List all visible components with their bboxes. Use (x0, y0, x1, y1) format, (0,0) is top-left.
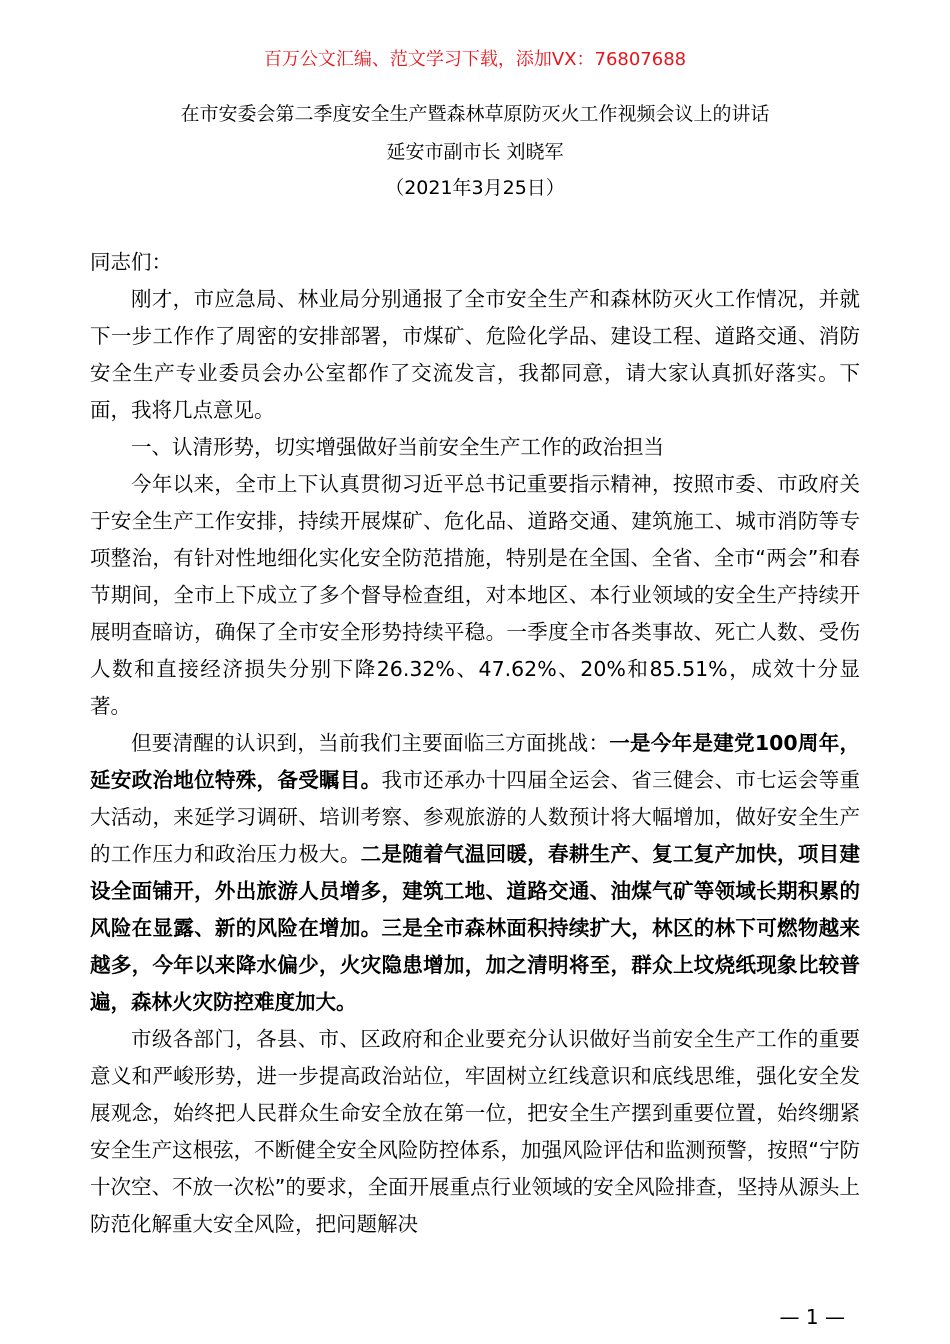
paragraph-2: 今年以来，全市上下认真贯彻习近平总书记重要指示精神，按照市委、市政府关于安全生产工作安排，持续开展煤矿、危化品、道路交通、建筑施工、城市消防等专项整治，有针对性地细化实化安全防范措施，特别是在全国、全省、全市“两会”和春节期间，全市上下成立了多个督导检查组，对本地区、本行业领域的安全生产持续开展明查暗访，确保了全市安全形势持续平稳。一季度全市各类事故、死亡人数、受伤人数和直接经济损失分别下降26.32%、47.62%、20%和85.51%，成效十分显著。 (90, 472, 860, 718)
paragraph-3-middle: 我市还承办十四届全运会、省三健会、市七运会等重大活动，来延学习调研、培训考察、参观旅游的人数预计将大幅增加，做好安全生产的工作压力和政治压力极大。 (90, 768, 861, 866)
page-number: — 1 — (779, 1305, 845, 1329)
speech-title: 在市安委会第二季度安全生产暨森林草原防灭火工作视频会议上的讲话 (180, 103, 770, 125)
paragraph-3-intro: 但要清醒的认识到，当前我们主要面临三方面挑战： (131, 731, 610, 755)
paragraph-4: 市级各部门，各县、市、区政府和企业要充分认识做好当前安全生产工作的重要意义和严峻形势，进一步提高政治站位，牢固树立红线意识和底线思维，强化安全发展观念，始终把人民群众生命安全放在第一位，把安全生产摆到重要位置，始终绷紧安全生产这根弦，不断健全安全风险防控体系，加强风险评估和监测预警，按照“宁防十次空、不放一次松”的要求，全面开展重点行业领域的安全风险排查，坚持从源头上防范化解重大安全风险，把问题解决 (90, 1027, 860, 1236)
salutation: 同志们： (90, 250, 172, 274)
paragraph-3 (90, 725, 860, 1021)
promo-banner: 百万公文汇编、范文学习下载，添加VX：76807688 (263, 49, 687, 70)
section-heading-1: 一、认清形势，切实增强做好当前安全生产工作的政治担当 (131, 435, 664, 459)
speaker-line: 延安市副市长 刘晓军 (386, 141, 564, 163)
paragraph-3-bold-1: 一是今年是建党100周年，延安政治地位特殊，备受瞩目。 (90, 731, 860, 792)
speech-body (90, 244, 860, 1243)
paragraph-3-bold-2: 二是随着气温回暖，春耕生产、复工复产加快，项目建设全面铺开，外出旅游人员增多，建筑工地、道路交通、油煤气矿等领域长期积累的风险在显露、新的风险在增加。三是全市森林面积持续扩大，林区的林下可燃物越来越多，今年以来降水偏少，火灾隐患增加，加之清明将至，群众上坟烧纸现象比较普遍，森林火灾防控难度加大。 (90, 842, 861, 1014)
speech-date: （2021年3月25日） (385, 177, 565, 199)
paragraph-1: 刚才，市应急局、林业局分别通报了全市安全生产和森林防灭火工作情况，并就下一步工作作了周密的安排部署，市煤矿、危险化学品、建设工程、道路交通、消防安全生产专业委员会办公室都作了交流发言，我都同意，请大家认真抓好落实。下面，我将几点意见。 (90, 287, 860, 422)
